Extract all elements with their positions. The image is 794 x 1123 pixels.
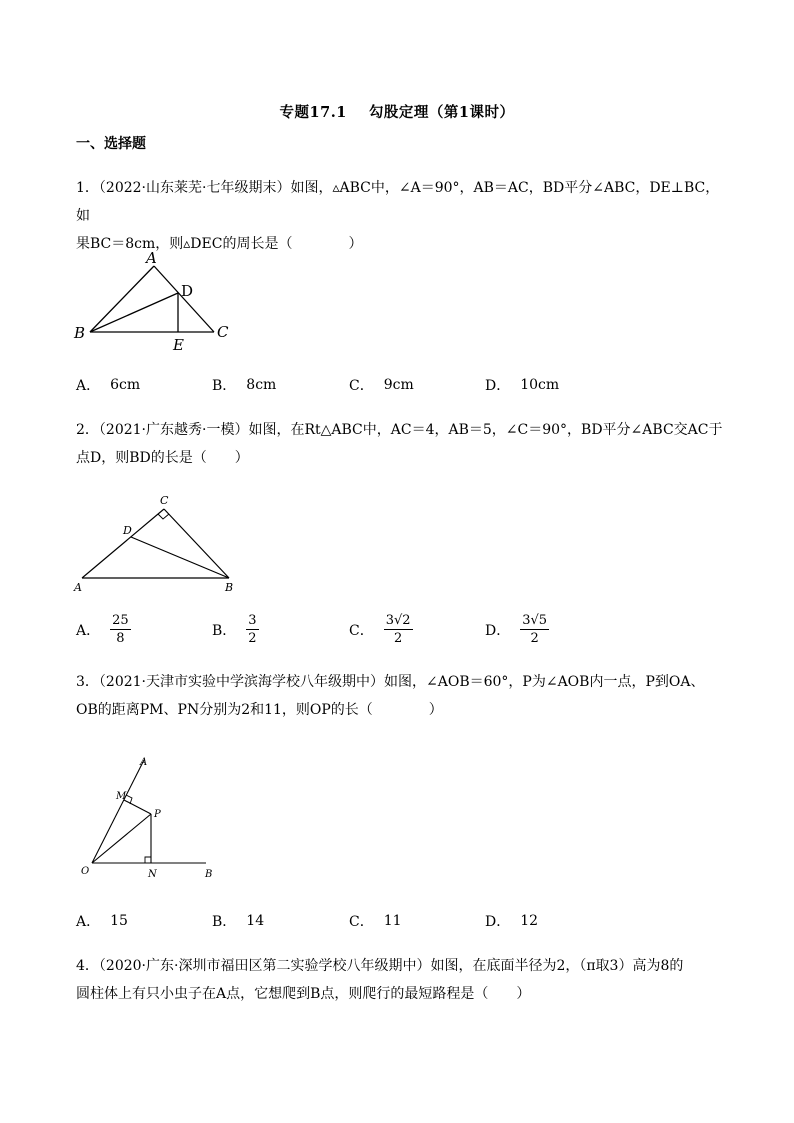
fig2-right-angle-mark: [158, 514, 169, 519]
q2-option-d[interactable]: D． $\frac{3√5}{2}$: [485, 613, 548, 646]
fig3-label-a: A: [140, 757, 148, 768]
figure-1-triangle: [70, 248, 240, 358]
fig2-label-d: D: [123, 524, 132, 537]
title-topic: 专题17.1: [279, 104, 347, 121]
fig2-label-c: C: [160, 494, 169, 507]
fig1-label-e: E: [173, 336, 184, 354]
q1-option-b[interactable]: B． 8cm: [212, 377, 277, 394]
fig3-segment-op: [92, 814, 151, 863]
section-heading: 一、选择题: [76, 136, 146, 152]
question-2-line-2: 点D，则BD的长是（ ）: [76, 450, 249, 466]
question-1-number: 1．: [76, 180, 99, 196]
fig3-label-b: B: [205, 869, 213, 880]
question-3: [76, 668, 726, 724]
fig1-segment-bd: [90, 293, 178, 332]
q2-option-b[interactable]: B． $\frac{3}{2}$: [212, 613, 257, 646]
title-name: 勾股定理（第1课时）: [368, 104, 515, 121]
fig2-label-a: A: [74, 581, 82, 594]
fig1-side-ba: [90, 266, 154, 332]
q2-option-c-fraction: $\frac{3√2}{2}$: [385, 613, 411, 646]
question-1-line-2: 果BC＝8cm，则▵DEC的周长是（ ）: [76, 236, 363, 252]
q2-option-d-fraction: $\frac{3√5}{2}$: [522, 613, 548, 646]
q3-option-c[interactable]: C． 11: [349, 913, 402, 930]
question-1: [76, 174, 726, 258]
q2-option-a[interactable]: A． $\frac{25}{8}$: [76, 613, 129, 646]
question-2: [76, 416, 726, 472]
question-4-line-1: （2020·广东·深圳市福田区第二实验学校八年级期中）如图，在底面半径为2，（π取3）高为8的: [98, 958, 684, 974]
fig3-label-n: N: [148, 869, 157, 880]
q3-option-d[interactable]: D． 12: [485, 913, 539, 930]
fig2-label-b: B: [225, 581, 234, 594]
figure-3-angle: [74, 752, 224, 882]
q3-option-a[interactable]: A． 15: [76, 913, 128, 930]
page-title: [0, 101, 794, 122]
question-3-line-1: （2021·天津市实验中学滨海学校八年级期中）如图，∠AOB＝60°，P为∠AOB内一点，P到OA、: [98, 674, 705, 690]
fig3-segment-pm: [124, 800, 151, 814]
q1-option-d[interactable]: D． 10cm: [485, 377, 560, 394]
fig2-side-cb: [164, 509, 229, 578]
question-4: [76, 952, 726, 1008]
q2-option-b-fraction: $\frac{3}{2}$: [248, 613, 257, 646]
question-2-number: 2．: [76, 422, 99, 438]
question-3-number: 3．: [76, 674, 99, 690]
question-1-line-1: （2022·山东莱芜·七年级期末）如图，▵ABC中，∠A＝90°，AB＝AC，BD平分∠ABC，DE⊥BC，如: [76, 180, 720, 224]
question-3-line-2: OB的距离PM、PN分别为2和11，则OP的长（ ）: [76, 702, 443, 718]
fig1-label-b: B: [74, 324, 86, 342]
fig1-label-a: A: [146, 249, 157, 267]
question-4-number: 4．: [76, 958, 99, 974]
q3-option-b[interactable]: B． 14: [212, 913, 265, 930]
fig3-label-m: M: [116, 791, 127, 802]
question-4-line-2: 圆柱体上有只小虫子在A点，它想爬到B点，则爬行的最短路程是（ ）: [76, 986, 531, 1002]
q1-option-c[interactable]: C． 9cm: [349, 377, 414, 394]
figure-2-triangle: [68, 490, 248, 595]
q2-option-c[interactable]: C． $\frac{3√2}{2}$: [349, 613, 411, 646]
fig3-label-o: O: [81, 866, 90, 877]
fig1-label-c: C: [217, 323, 229, 341]
q1-option-a[interactable]: A． 6cm: [76, 377, 141, 394]
fig1-label-d: D: [181, 282, 194, 300]
fig3-label-p: P: [154, 809, 161, 820]
q2-option-a-fraction: $\frac{25}{8}$: [112, 613, 129, 646]
fig3-right-angle-mark-n: [145, 857, 151, 863]
fig3-ray-oa: [92, 760, 144, 863]
fig2-segment-bd: [131, 537, 229, 578]
question-2-line-1: （2021·广东越秀·一模）如图，在Rt△ABC中，AC＝4，AB＝5，∠C＝90°，BD平分∠ABC交AC于: [98, 422, 723, 438]
fig2-side-ac: [82, 509, 164, 578]
